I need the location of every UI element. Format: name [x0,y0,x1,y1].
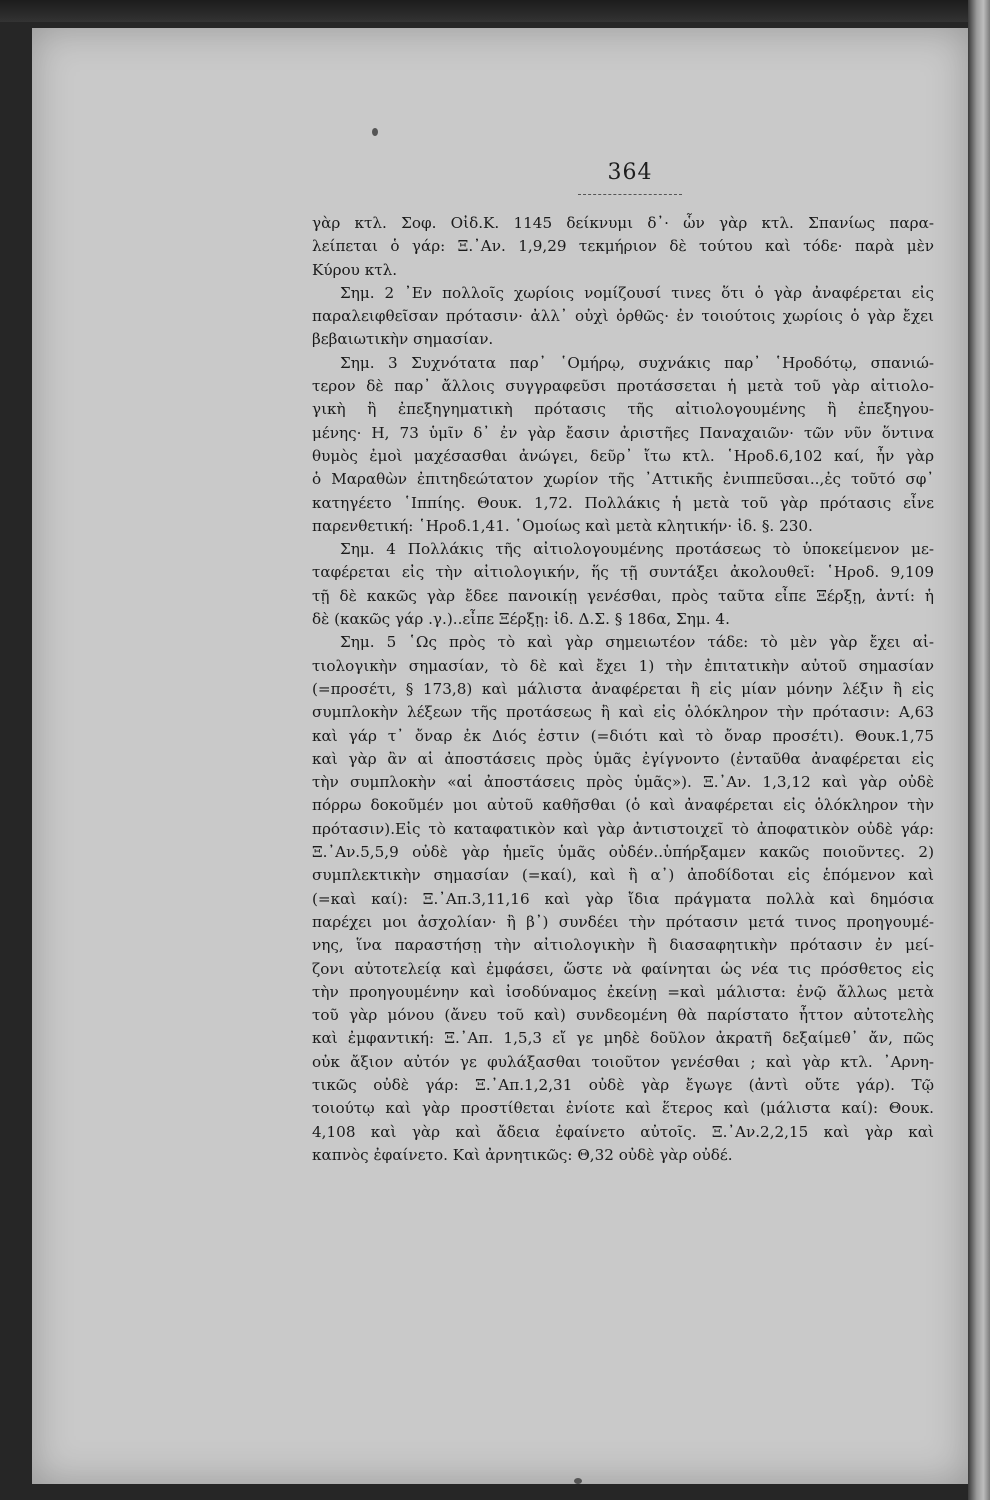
text-line: τερον δὲ παρ᾽ ἄλλοις συγγραφεῦσι προτάσσεται ἡ μετὰ τοῦ γὰρ αἰτιολο- [312,377,934,396]
text-line: πρότασιν).Εἰς τὸ καταφατικὸν καὶ γὰρ ἀντιστοιχεῖ τὸ ἀποφατικὸν οὐδὲ γάρ: [312,819,934,838]
text-line: ὁ Μαραθὼν ἐπιτηδεώτατον χωρίον τῆς ᾽Αττικῆς ἐνιππεῦσαι..,ἐς τοῦτό σφ᾽ [312,470,934,489]
text-line: λείπεται ὁ γάρ: Ξ.᾽Αν. 1,9,29 τεκμήριον δὲ τούτου καὶ τόδε· παρὰ μὲν [312,237,934,256]
text-line: τιολογικὴν σημασίαν, τὸ δὲ καὶ ἔχει 1) τὴν ἐπιτατικὴν αὐτοῦ σημασίαν [312,656,934,675]
text-line: Σημ. 3 Συχνότατα παρ᾽ ῾Ομήρῳ, συχνάκις παρ᾽ ῾Ηροδότῳ, σπανιώ- [340,353,934,372]
text-line: καπνὸς ἐφαίνετο. Καὶ ἀρνητικῶς: Θ,32 οὐδὲ γὰρ οὐδέ. [312,1145,733,1164]
text-line: συμπλεκτικὴν σημασίαν (=καί), καὶ ἢ α᾽) ἀποδίδοται εἰς ἑπόμενον καὶ [312,866,934,885]
facing-page-edge [968,0,990,1500]
scan-top-edge [0,0,990,22]
text-line: βεβαιωτικὴν σημασίαν. [312,330,494,349]
text-line: συμπλοκὴν λέξεων τῆς προτάσεως ἢ καὶ εἰς ὁλόκληρον τὴν πρότασιν: Α,63 [312,703,934,722]
text-line: τοιούτῳ καὶ γὰρ προστίθεται ἐνίοτε καὶ ἕτερος καὶ (μάλιστα καί): Θουκ. [312,1099,934,1118]
text-line: μένης· Η, 73 ὑμῖν δ᾽ ἐν γὰρ ἔασιν ἀριστῆες Παναχαιῶν· τῶν νῦν ὅντινα [312,423,934,442]
text-line: Κύρου κτλ. [312,260,398,279]
text-line: δὲ (κακῶς γάρ .γ.)..εἶπε Ξέρξῃ: ἰδ. Δ.Σ. § 186α, Σημ. 4. [312,610,730,629]
text-line: καὶ γάρ τ᾽ ὄναρ ἐκ Διός ἐστιν (=διότι καὶ τὸ ὄναρ προσέτι). Θουκ.1,75 [312,726,934,745]
text-line: καὶ γὰρ ἂν αἱ ἀποστάσεις πρὸς ὑμᾶς ἐγίγνοντο (ἐνταῦθα ἀναφέρεται εἰς [312,749,934,768]
text-line: πόρρω δοκοῦμέν μοι αὐτοῦ καθῆσθαι (ὁ καὶ ἀναφέρεται εἰς ὁλόκληρον τὴν [312,796,934,815]
page-number: 364 [607,160,653,185]
text-line: νης, ἵνα παραστήσῃ τὴν αἰτιολογικὴν ἢ διασαφητικὴν πρότασιν ἐν μεί- [312,936,934,955]
text-line: ταφέρεται εἰς τὴν αἰτιολογικήν, ἥς τῇ συντάξει ἀκολουθεῖ: ῾Ηροδ. 9,109 [312,563,934,582]
text-line: τὴν προηγουμένην καὶ ἰσοδύναμος ἐκείνῃ =καὶ μάλιστα: ἐνῷ ἄλλως μετὰ [312,982,934,1001]
paper-speck [574,1478,582,1484]
text-line: 4,108 καὶ γὰρ καὶ ἄδεια ἐφαίνετο αὐτοῖς. Ξ.᾽Αν.2,2,15 καὶ γὰρ καὶ [312,1122,934,1141]
text-line: τοῦ γὰρ μόνου (ἄνευ τοῦ καὶ) συνδεομένη θὰ παρίστατο ἧττον αὐτοτελὴς [312,1006,934,1025]
text-line: Ξ.᾽Αν.5,5,9 οὐδὲ γὰρ ἡμεῖς ὑμᾶς οὐδέν..ὑπήρξαμεν κακῶς ποιοῦντες. 2) [312,843,934,862]
text-line: τῇ δὲ κακῶς γὰρ ἔδεε πανοικίῃ γενέσθαι, πρὸς ταῦτα εἶπε Ξέρξῃ, ἀντί: ἡ [312,586,934,605]
text-line: παρέχει μοι ἀσχολίαν· ἢ β᾽) συνδέει τὴν πρότασιν μετά τινος προηγουμέ- [312,912,934,931]
page-number-rule [578,194,682,195]
text-line: κατηγέετο ῾Ιππίης. Θουκ. 1,72. Πολλάκις ἡ μετὰ τοῦ γὰρ πρότασις εἶνε [312,493,934,512]
text-line: Σημ. 5 ῾Ως πρὸς τὸ καὶ γὰρ σημειωτέον τάδε: τὸ μὲν γὰρ ἔχει αἰ- [340,633,934,652]
text-line: (=καὶ καί): Ξ.᾽Απ.3,11,16 καὶ γὰρ ἴδια πράγματα πολλὰ καὶ δημόσια [312,889,934,908]
text-line: τὴν συμπλοκὴν «αἱ ἀποστάσεις πρὸς ὑμᾶς»). Ξ.᾽Αν. 1,3,12 καὶ γὰρ οὐδὲ [312,773,934,792]
page-text [312,212,934,1167]
text-line: Σημ. 2 ᾽Εν πολλοῖς χωρίοις νομίζουσί τινες ὅτι ὁ γὰρ ἀναφέρεται εἰς [340,283,934,302]
text-line: γικὴ ἢ ἐπεξηγηματικὴ πρότασις τῆς αἰτιολογουμένης ἢ ἐπεξηγου- [312,400,934,419]
paper-speck [372,128,378,136]
text-line: θυμὸς ἐμοὶ μαχέσασθαι ἀνώγει, δεῦρ᾽ ἴτω κτλ. ῾Ηροδ.6,102 καί, ἦν γὰρ [312,446,934,465]
text-line: γὰρ κτλ. Σοφ. Οἰδ.Κ. 1145 δείκνυμι δ᾽· ὧν γὰρ κτλ. Σπανίως παρα- [312,214,934,232]
text-line: Σημ. 4 Πολλάκις τῆς αἰτιολογουμένης προτάσεως τὸ ὑποκείμενον με- [340,540,934,559]
text-line: ζονι αὐτοτελείᾳ καὶ ἐμφάσει, ὥστε νὰ φαίνηται ὡς νέα τις πρόσθετος εἰς [312,959,934,978]
text-line: τικῶς οὐδὲ γάρ: Ξ.᾽Απ.1,2,31 οὐδὲ γὰρ ἔγωγε (ἀντὶ οὔτε γάρ). Τῷ [312,1075,934,1094]
text-line: παραλειφθεῖσαν πρότασιν· ἀλλ᾽ οὐχὶ ὀρθῶς· ἐν τοιούτοις χωρίοις ὁ γὰρ ἔχει [312,307,934,326]
text-line: οὐκ ἄξιον αὐτόν γε φυλάξασθαι τοιοῦτον γενέσθαι ; καὶ γὰρ κτλ. ᾽Αρνη- [312,1052,934,1071]
text-line: παρενθετική: ῾Ηροδ.1,41. ῾Ομοίως καὶ μετὰ κλητικήν· ἰδ. §. 230. [312,516,813,535]
text-line: (=προσέτι, § 173,8) καὶ μάλιστα ἀναφέρεται ἢ εἰς μίαν μόνην λέξιν ἢ εἰς [312,679,934,698]
text-line: καὶ ἐμφαντική: Ξ.᾽Απ. 1,5,3 εἴ γε μηδὲ δοῦλον ἀκρατῆ δεξαίμεθ᾽ ἄν, πῶς [312,1029,934,1048]
